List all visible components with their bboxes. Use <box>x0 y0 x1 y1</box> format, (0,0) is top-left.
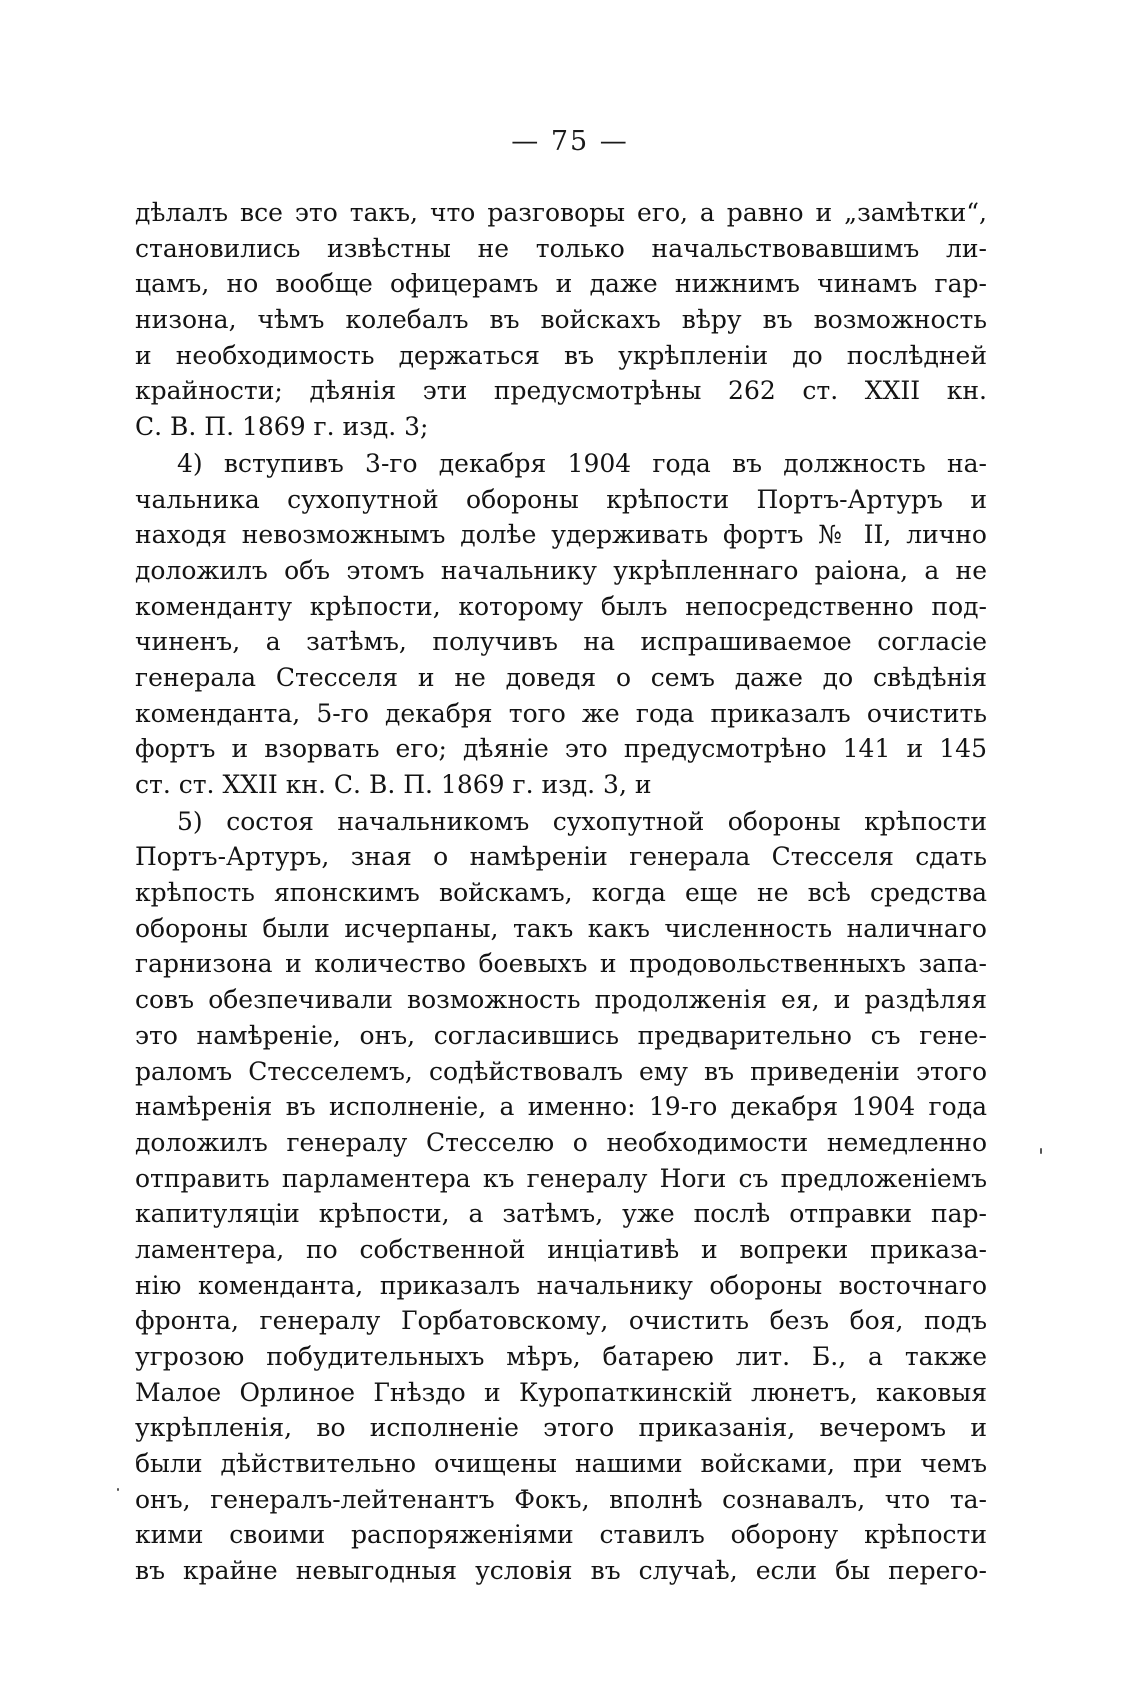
text-line: генерала Стесселя и не доведя о семъ даже до свѣдѣнія <box>135 662 987 692</box>
text-line: Малое Орлиное Гнѣздо и Куропаткинскій люнетъ, каковыя <box>135 1377 987 1407</box>
text-line: коменданта, 5-го декабря того же года приказалъ очистить <box>135 698 987 728</box>
print-speck <box>1040 1148 1042 1154</box>
text-line: доложилъ объ этомъ начальнику укрѣпленнаго раіона, а не <box>135 555 987 585</box>
text-line: въ крайне невыгодныя условія въ случаѣ, если бы перего- <box>135 1556 987 1586</box>
text-line: угрозою побудительныхъ мѣръ, батарею лит. Б., а также <box>135 1342 987 1371</box>
text-line: гарнизона и количество боевыхъ и продовольственныхъ запа- <box>135 949 987 979</box>
text-line: онъ, генералъ-лейтенантъ Фокъ, вполнѣ сознавалъ, что та- <box>135 1484 987 1514</box>
text-line: низона, чѣмъ колебалъ въ войскахъ вѣру въ возможность <box>135 305 987 335</box>
text-line: обороны были исчерпаны, такъ какъ численность наличнаго <box>135 913 987 943</box>
text-line: и необходимость держаться въ укрѣпленіи до послѣдней <box>135 340 987 370</box>
text-line: становились извѣстны не только начальствовавшимъ ли- <box>135 233 987 263</box>
paragraph-continuation <box>135 195 987 445</box>
text-line: раломъ Стесселемъ, содѣйствовалъ ему въ приведеніи этого <box>135 1056 987 1086</box>
text-line: ламентера, по собственной инціативѣ и вопреки приказа- <box>135 1234 987 1264</box>
text-line: чиненъ, а затѣмъ, получивъ на испрашиваемое согласіе <box>135 627 987 657</box>
paragraph-item-4 <box>135 446 987 803</box>
text-line: доложилъ генералу Стесселю о необходимости немедленно <box>135 1127 987 1157</box>
text-line: нію коменданта, приказалъ начальнику обороны восточнаго <box>135 1270 987 1300</box>
text-line: фронта, генералу Горбатовскому, очистить безъ боя, подъ <box>135 1306 987 1336</box>
text-line: крѣпость японскимъ войскамъ, когда еще не всѣ средства <box>135 878 987 908</box>
text-line: цамъ, но вообще офицерамъ и даже нижнимъ чинамъ гар- <box>135 269 987 299</box>
text-line: 5) состоя начальникомъ сухопутной обороны крѣпости <box>177 806 987 836</box>
body-text <box>135 195 987 1590</box>
text-line: укрѣпленія, во исполненіе этого приказанія, вечеромъ и <box>135 1413 987 1443</box>
text-line: кими своими распоряженіями ставилъ оборону крѣпости <box>135 1520 987 1550</box>
text-line: совъ обезпечивали возможность продолженія ея, и раздѣляя <box>135 985 987 1015</box>
text-line: отправить парламентера къ генералу Ноги съ предложеніемъ <box>135 1163 987 1193</box>
text-line: капитуляціи крѣпости, а затѣмъ, уже послѣ отправки пар- <box>135 1199 987 1229</box>
text-line: 4) вступивъ 3-го декабря 1904 года въ должность на- <box>177 448 987 478</box>
text-line: коменданту крѣпости, которому былъ непосредственно под- <box>135 591 987 621</box>
text-line: фортъ и взорвать его; дѣяніе это предусмотрѣно 141 и 145 <box>135 734 987 764</box>
text-line: это намѣреніе, онъ, согласившись предварительно съ гене- <box>135 1020 987 1050</box>
text-line: находя невозможнымъ долѣе удерживать фортъ № II, лично <box>135 520 987 550</box>
text-line: С. В. П. 1869 г. изд. 3; <box>135 412 429 442</box>
text-line: Портъ-Артуръ, зная о намѣреніи генерала Стесселя сдать <box>135 842 987 872</box>
page-number: — 75 — <box>511 126 629 157</box>
text-line: чальника сухопутной обороны крѣпости Портъ-Артуръ и <box>135 484 987 514</box>
text-line: были дѣйствительно очищены нашими войсками, при чемъ <box>135 1449 987 1479</box>
text-line: ст. ст. XXII кн. С. В. П. 1869 г. изд. 3, и <box>135 770 652 799</box>
print-speck <box>117 1488 119 1491</box>
text-line: крайности; дѣянія эти предусмотрѣны 262 ст. XXII кн. <box>135 376 987 406</box>
text-line: намѣренія въ исполненіе, а именно: 19-го декабря 1904 года <box>135 1092 987 1122</box>
paragraph-item-5 <box>135 804 987 1589</box>
text-line: дѣлалъ все это такъ, что разговоры его, а равно и „замѣтки“, <box>135 198 987 227</box>
